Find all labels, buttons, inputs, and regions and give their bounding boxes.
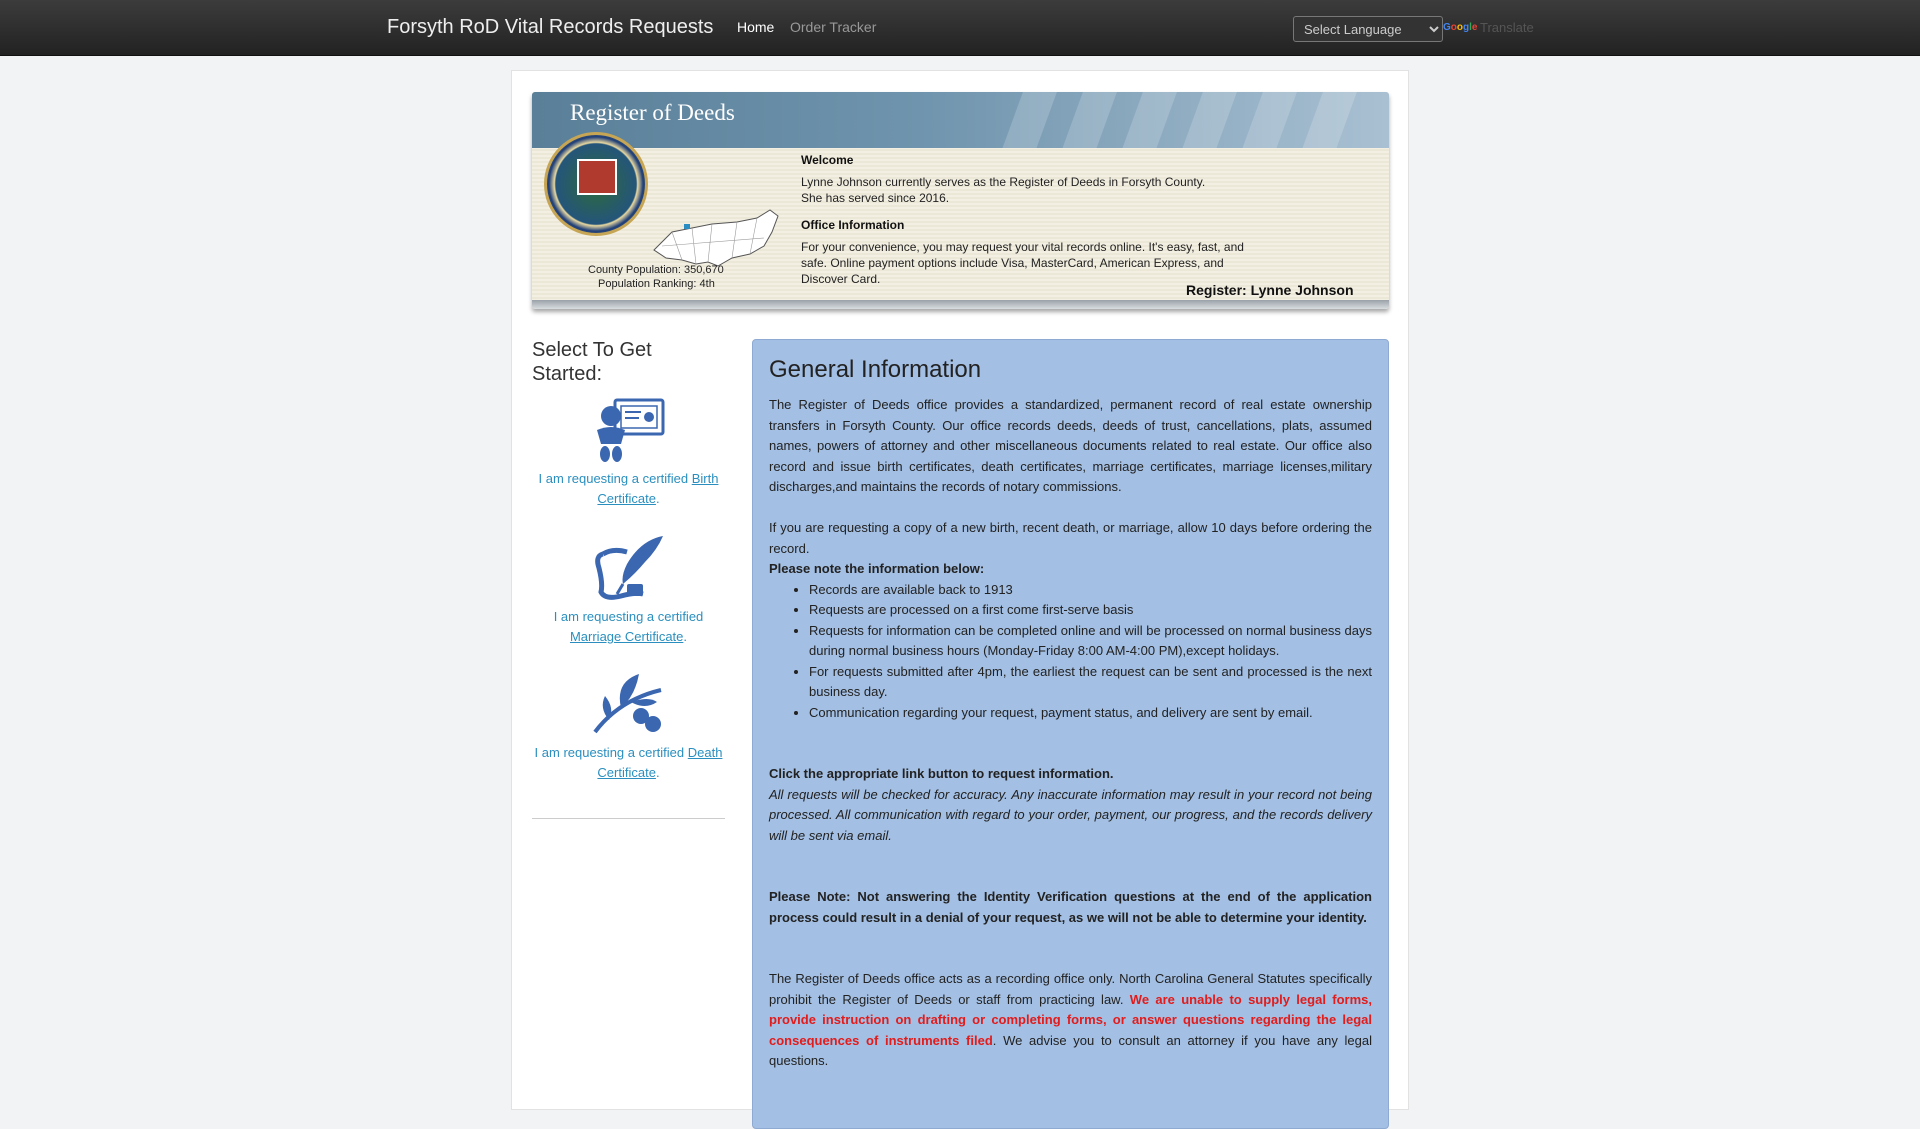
office-text: For your convenience, you may request your vital records online. It's easy, fast, and safe. Online payment options include Visa, MasterCard, American Express, and Discover Card. [801,240,1244,286]
marriage-certificate-link[interactable]: Marriage Certificate [569,629,684,644]
forsyth-county-marker [684,224,690,229]
general-info-title: General Information [769,356,982,383]
nc-map-icon [652,202,782,272]
olive-branch-icon[interactable] [591,672,667,738]
accuracy-note: All requests will be checked for accuracy. Any inaccurate information may result in your record not being processed. All communication with regard to your order, payment, our progress, and the records delivery will be sent via email. [769,786,1372,843]
death-certificate-link[interactable]: Death Certificate [597,745,723,780]
banner-title: Register of Deeds [570,100,735,125]
death-option-suffix: . [655,765,660,780]
welcome-heading: Welcome [801,153,854,167]
office-heading: Office Information [801,218,905,232]
legal-prefix: The Register of Deeds office acts as a recording office only. North Carolina General Statutes specifically prohibit the Register of Deeds or staff from practicing law. [769,971,1372,1007]
marriage-option-suffix: . [683,629,688,644]
death-option-prefix: I am requesting a certified [534,745,688,760]
nav-home-link[interactable]: Home [737,19,775,35]
general-info-content [769,395,1372,1072]
legal-paragraph [769,969,1372,1072]
register-name: Register: Lynne Johnson [1186,282,1354,298]
sidebar-divider [532,818,725,819]
marriage-certificate-option[interactable] [532,534,725,647]
birth-option-suffix: . [655,491,660,506]
legal-warning: We are unable to supply legal forms, provide instruction on drafting or completing forms, or answer questions regarding the legal consequences of instruments filed [769,991,1372,1048]
register-banner [532,92,1389,309]
population-ranking: Population Ranking: 4th [598,278,715,290]
google-logo: Google [1443,22,1478,33]
birth-option-prefix: I am requesting a certified [538,471,692,486]
legal-suffix: . We advise you to consult an attorney if you have any legal questions. [769,1032,1372,1068]
birth-certificate-link[interactable]: Birth Certificate [597,471,719,506]
county-seal-icon [544,132,648,236]
note-heading: Please note the information below: [769,561,985,576]
allow-days-paragraph: If you are requesting a copy of a new birth, recent death, or marriage, allow 10 days before ordering the record. [769,520,1372,556]
quill-scroll-icon[interactable] [591,534,667,602]
list-item: • Records are available back to 1913 [809,580,1372,601]
brand-title[interactable]: Forsyth RoD Vital Records Requests [387,16,714,38]
main-container [511,70,1409,1110]
list-item: • Requests are processed on a first come first-serve basis [809,600,1372,621]
sidebar-title: Select To Get Started: [532,339,652,385]
seal-building-icon [577,159,617,195]
info-bullet-list [769,580,1372,724]
birth-certificate-option[interactable] [532,398,725,509]
list-item: • For requests submitted after 4pm, the earliest the request can be sent and processed is the next business day. [809,662,1372,703]
list-item: • Communication regarding your request, payment status, and delivery are sent by email. [809,703,1372,724]
baby-certificate-icon[interactable] [591,398,667,464]
county-population: County Population: 350,670 [588,264,724,276]
translate-link[interactable]: Translate [1480,20,1534,35]
death-certificate-option[interactable] [532,672,725,783]
verification-note: Please Note: Not answering the Identity Verification questions at the end of the application process could result in a denial of your request, as we will not be able to determine your identity. [769,889,1372,925]
marriage-option-prefix: I am requesting a certified [553,609,704,624]
banner-footer-bar [532,300,1389,309]
top-navbar [0,0,1920,56]
general-info-panel [752,339,1389,1129]
nav-order-tracker-link[interactable]: Order Tracker [790,19,877,35]
language-select[interactable] [1293,16,1443,42]
welcome-text: Lynne Johnson currently serves as the Register of Deeds in Forsyth County. She has served since 2016. [801,175,1206,205]
list-item: • Requests for information can be completed online and will be processed on normal business days during normal business hours (Monday-Friday 8:00 AM-4:00 PM),except holidays. [809,621,1372,662]
banner-header [532,92,1389,148]
click-heading: Click the appropriate link button to request information. [769,766,1114,781]
intro-paragraph: The Register of Deeds office provides a standardized, permanent record of real estate ownership transfers in Forsyth County. Our office records deeds, deeds of trust, cancellations, plats, assumed names, powers of attorney and other miscellaneous documents related to real estate. Our office also record and issue birth certificates, death certificates, marriage certificates, marriage licenses,military discharges,and maintains the records of notary commissions. [769,397,1372,494]
